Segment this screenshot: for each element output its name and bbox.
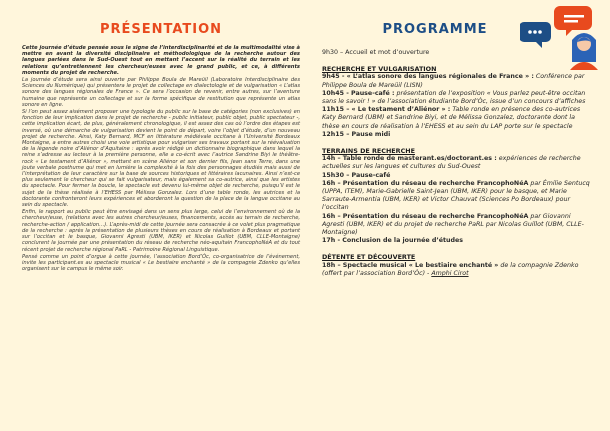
item-description: Conférence par Philippe Boula de Mareüil (LISN) (322, 73, 585, 89)
programme-item (322, 213, 594, 238)
programme-item (322, 172, 594, 180)
section-research-vulgarisation (322, 65, 594, 139)
item-description: de la compagnie Zdenko (offert par l’association Bord’Òc) - (322, 261, 579, 277)
item-title: 10h45 - Pause-café : (322, 89, 395, 97)
section-relax-discovery (322, 253, 594, 278)
venue-link[interactable]: Amphi Cirot (431, 269, 469, 277)
presentation-paragraph: Si l’on peut assez aisément proposer une typologie du public sur la base de catégories (non exclusives) en fonction de leur implication dans le projet de recherche - public initiateur, public objet, public spectateur -, cette implication écart, de plus, généralement chronologique, il est assez des cas où l’ordre des étapes est inversé, où une démarche de vulgarisation devient le point de départ, voire l’objet d’étude, d’un nouveau projet de recherche. Ainsi, Katy Bernard, MCF en littérature médiévale occitane à l’Université Bordeaux Montaigne, a entre autres choisi une voie artistique pour vulgariser ses travaux portant sur la réévaluation de la légende noire d’Aliénor d’Aquitaine : après avoir rédigé un dictionnaire biographique dans lequel la reine s’adresse au lecteur à la première personne, elle a co-écrit avec l’autrice Sandrine Biyi le théâtre-rock « Le testament d’Aliénor », mettant en scène Aliénor et son dernier fils, Jean sans Terre, dans une joute verbale posthume qui met en lumière la complexité à la fois des personnages étudiés mais aussi de l’interprétation de leur caractère sur la base de sources historiques et littéraires lacunaires. Ainsi n’est-ce plus seulement le chercheur qui se fait vulgarisateur, mais également sa co-autrice, ainsi que les artistes du spectacle. Pour fermer la boucle, le spectacle est devenu lui-même objet de recherche, puisqu’il est le sujet de la thèse réalisée à l’EHESS par Mélissa Gonzalez. Lors d’une table ronde, les autrices et la doctorante confronteront leurs expériences et aborderont la question de la place de la langue occitane au sein du spectacle. (22, 109, 300, 209)
speech-bubble-icon (520, 22, 551, 48)
presentation-paragraph: Pensé comme un point d’orgue à cette journée, l’association Bord’Òc, co-organisatrice de l’événement, invite les participant.es au spectacle musical « Le bestiaire enchanté » de la compagnie Zdenko qu’elles organisent sur le campus le même soir. (22, 253, 300, 273)
item-title: 14h – Table ronde de masterant.es/doctorant.es : (322, 155, 497, 163)
item-title: 12h15 – Pause midi (322, 130, 391, 138)
section-research-fields (322, 147, 594, 245)
presentation-title: PRÉSENTATION (99, 22, 223, 37)
presentation-lead: Cette journée d’étude pensée sous le signe de l’interdisciplinarité et de la multimodalité vise à mettre en avant la diversité disciplinaire et méthodologique de la recherche autour des langues parlées dans le Sud-Ouest tout en mettant l’accent sur la réalité du terrain et les relations qu’entretiennent les chercheur/euses avec le grand public, et ce, à différents moments du projet de recherche. (22, 45, 300, 76)
section-heading: DÉTENTE ET DÉCOUVERTE (322, 253, 416, 262)
programme-item (322, 237, 594, 245)
item-title: 18h – Spectacle musical « Le bestiaire enchanté » (322, 261, 499, 269)
programme-item (322, 90, 594, 106)
section-heading: TERRAINS DE RECHERCHE (322, 147, 415, 156)
programme-item (322, 131, 594, 139)
programme-title: PROGRAMME (382, 22, 488, 37)
item-description: présentation de l’exposition « Vous parlez peut-être occitan sans le savoir ! » de l’association étudiante Bord’Òc, issue d’un concours d’affiches (322, 89, 586, 106)
avatar-woman-icon (570, 33, 598, 70)
item-description: expériences de recherche actuelles sur les langues et cultures du Sud-Ouest (322, 155, 581, 171)
programme-item (322, 73, 594, 89)
item-title: 16h – Présentation du réseau de recherche FrancophoNéA (322, 212, 529, 220)
presentation-column (22, 8, 300, 273)
item-description: par Giovanni Agresti (UBM, IKER) et du projet de recherche PaRL par Nicolas Guillot (UBM, CLLE-Montaigne) (322, 212, 584, 237)
decoration (520, 0, 610, 70)
opening-line: 9h30 – Accueil et mot d’ouverture (322, 49, 430, 56)
speech-bubble-icon (554, 6, 592, 36)
item-title: 17h - Conclusion de la journée d’études (322, 237, 464, 245)
programme-item (322, 262, 594, 278)
item-description: par Émilie Sentucq (UPPA, ITEM), Marie-Gabrielle Saint-Jean (UBM, IKER) pour le basque, et Marie Sarraute-Armentia (UBM, IKER) et Victor Chauvat (Sciences Po Bordeaux) pour l’occitan (322, 179, 590, 212)
section-heading: RECHERCHE ET VULGARISATION (322, 65, 437, 74)
programme-item (322, 106, 594, 131)
programme-item (322, 180, 594, 213)
item-title: 15h30 – Pause-café (322, 171, 391, 179)
item-description: Table ronde en présence des co-autrices Katy Bernard (UBM) et Sandrine Biyi, et de Mélissa Gonzalez, doctorante dont la thèse en cours de réalisation à l’EHESS et au sein du LAP porte sur le spectacle (322, 106, 581, 130)
programme-item (322, 155, 594, 171)
item-title: 11h15 – « Le testament d’Aliénor » : (322, 106, 451, 114)
presentation-paragraph: La journée d’étude sera ainsi ouverte par Philippe Boula de Mareüil (Laboratoire Interdisciplinaire des Sciences du Numérique) qui présentera le projet de collectage en dialectologie et de vulgarisation « L’atlas sonore des langues régionales de France ». Ce sera l’occasion de revenir, entre autres, sur l’aventure humaine que représente un collectage et sur la forme spécifique de restitution que représente un atlas sonore en ligne. (22, 77, 300, 108)
item-title: 9h45 - « L’atlas sonore des langues régionales de France » : (322, 73, 534, 81)
item-title: 16h – Présentation du réseau de recherche FrancophoNéA (322, 179, 529, 187)
presentation-paragraph: Enfin, le rapport au public peut être envisagé dans un sens plus large, celui de l’environnement où de la chercheur/euse, (relations avec les autres chercheur/euses, financements, accès au terrain de recherche, recherche-action / application…). L’après-midi de cette journée sera consacrée à ce volet plus pragmatique de la recherche : après la présentation de plusieurs thèses en cours de réalisation à Bordeaux et portant sur l’occitan et le basque, Giovanni Agresti (UBM, IKER) et Nicolas Guillot (UBM, CLLE-Montaigne) conclurent la journée par une présentation du réseau de recherche néo-aquitain FrancophoNéA et du tout récent projet de recherche régional PaRL - Patrimoine Régional Linguistique. (22, 209, 300, 253)
